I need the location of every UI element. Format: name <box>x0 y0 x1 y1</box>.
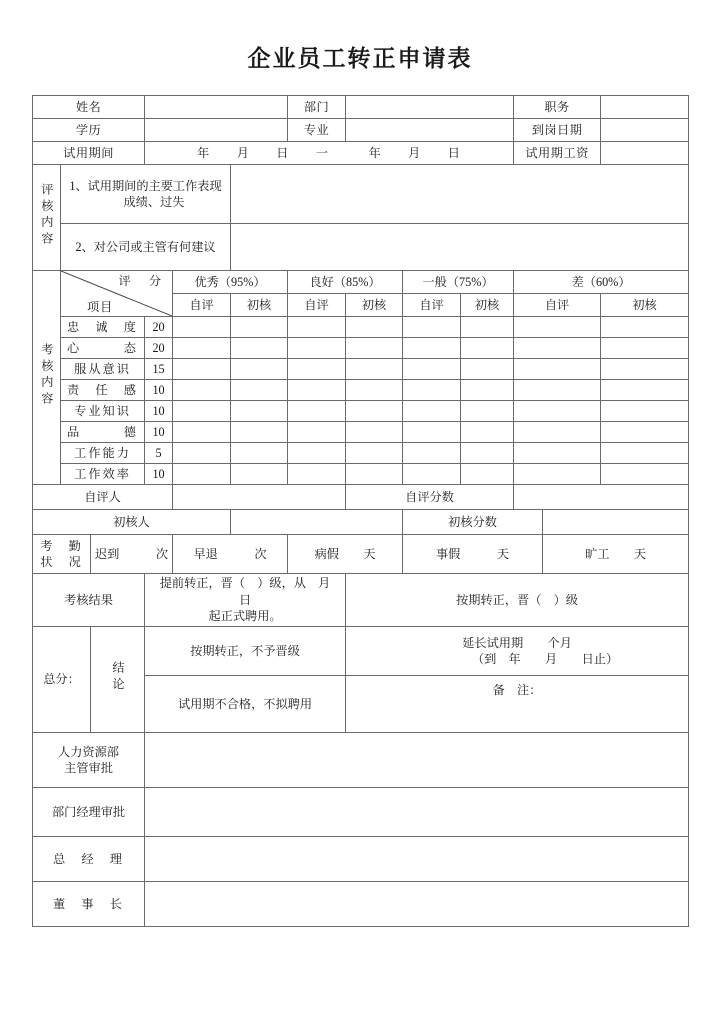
assessment-item-points: 10 <box>145 401 173 422</box>
cell-poor-review[interactable] <box>601 359 689 380</box>
assessment-item-points: 5 <box>145 443 173 464</box>
assessment-item-points: 20 <box>145 317 173 338</box>
table-row-attendance <box>33 535 689 574</box>
diagonal-header-cell <box>61 271 173 317</box>
cell-good-review[interactable] <box>346 422 403 443</box>
table-row-assessment-item <box>33 464 689 485</box>
cell-average-review[interactable] <box>461 401 514 422</box>
subheader-average-review: 初核 <box>461 294 514 317</box>
cell-poor-self[interactable] <box>514 464 601 485</box>
subheader-excellent-review: 初核 <box>231 294 288 317</box>
option-early-line2: 起正式聘用。 <box>208 609 282 624</box>
field-onboard-date[interactable] <box>601 119 689 142</box>
field-dept-manager-approval[interactable] <box>145 788 689 837</box>
field-self-reviewer[interactable] <box>173 485 346 510</box>
review-content-vertical-label: 评核内容 <box>33 165 61 271</box>
cell-good-self[interactable] <box>288 317 346 338</box>
cell-average-self[interactable] <box>403 443 461 464</box>
label-self-score: 自评分数 <box>346 485 514 510</box>
cell-excellent-self[interactable] <box>173 380 231 401</box>
cell-excellent-review[interactable] <box>231 338 288 359</box>
option-early-regularization[interactable] <box>145 574 346 627</box>
option-fail-probation[interactable]: 试用期不合格，不拟聘用 <box>145 676 346 733</box>
table-row-approval-gm <box>33 837 689 882</box>
cell-excellent-review[interactable] <box>231 380 288 401</box>
field-major[interactable] <box>346 119 514 142</box>
assessment-item-name: 工作能力 <box>61 443 145 464</box>
assessment-item-points: 10 <box>145 422 173 443</box>
cell-good-review[interactable] <box>346 464 403 485</box>
cell-average-self[interactable] <box>403 359 461 380</box>
cell-excellent-self[interactable] <box>173 317 231 338</box>
cell-poor-review[interactable] <box>601 338 689 359</box>
cell-poor-review[interactable] <box>601 422 689 443</box>
assessment-item-name: 服从意识 <box>61 359 145 380</box>
cell-poor-self[interactable] <box>514 317 601 338</box>
option-ontime-promote[interactable]: 按期转正，晋（ ）级 <box>346 574 689 627</box>
field-first-score[interactable] <box>543 510 689 535</box>
option-ontime-no-promote[interactable]: 按期转正，不予晋级 <box>145 627 346 676</box>
review-item2-value[interactable] <box>231 224 689 271</box>
cell-average-review[interactable] <box>461 317 514 338</box>
assessment-item-points: 10 <box>145 380 173 401</box>
label-hr-approval <box>33 733 145 788</box>
attendance-absence[interactable]: 旷工 天 <box>543 535 689 574</box>
cell-excellent-self[interactable] <box>173 422 231 443</box>
cell-average-review[interactable] <box>461 380 514 401</box>
label-self-reviewer: 自评人 <box>33 485 173 510</box>
cell-excellent-self[interactable] <box>173 464 231 485</box>
table-row-assessment-item <box>33 422 689 443</box>
attendance-early-leave[interactable]: 早退 次 <box>173 535 288 574</box>
field-education[interactable] <box>145 119 288 142</box>
label-first-reviewer: 初核人 <box>33 510 231 535</box>
subheader-average-self: 自评 <box>403 294 461 317</box>
cell-good-review[interactable] <box>346 338 403 359</box>
cell-average-self[interactable] <box>403 464 461 485</box>
table-row-assessment-item <box>33 317 689 338</box>
table-row-assessment-item <box>33 359 689 380</box>
table-row-assessment-item <box>33 380 689 401</box>
label-chairman: 董 事 长 <box>33 882 145 927</box>
cell-average-self[interactable] <box>403 401 461 422</box>
table-row-approval-chairman <box>33 882 689 927</box>
cell-poor-review[interactable] <box>601 317 689 338</box>
attendance-personal-leave[interactable]: 事假 天 <box>403 535 543 574</box>
assessment-vertical-label: 考核内容 <box>33 271 61 485</box>
label-assessment-result: 考核结果 <box>33 574 145 627</box>
grade-header-excellent: 优秀（95%） <box>173 271 288 294</box>
cell-poor-review[interactable] <box>601 443 689 464</box>
table-row-approval-hr <box>33 733 689 788</box>
assessment-item-name: 责 任 感 <box>61 380 145 401</box>
attendance-label <box>33 535 91 574</box>
cell-poor-self[interactable] <box>514 443 601 464</box>
cell-good-self[interactable] <box>288 338 346 359</box>
label-probation-salary: 试用期工资 <box>514 142 601 165</box>
field-probation-salary[interactable] <box>601 142 689 165</box>
table-row-approval-dept <box>33 788 689 837</box>
assessment-item-name: 品 德 <box>61 422 145 443</box>
diagonal-label-score: 评 分 <box>118 274 165 288</box>
diagonal-label-item: 项目 <box>87 299 114 314</box>
label-dept-manager-approval: 部门经理审批 <box>33 788 145 837</box>
field-position[interactable] <box>601 96 689 119</box>
option-early-line1: 提前转正，晋（ ）级，从 月 日 <box>159 576 343 607</box>
cell-average-review[interactable] <box>461 464 514 485</box>
cell-good-review[interactable] <box>346 443 403 464</box>
remark-field[interactable]: 备 注： <box>346 676 689 733</box>
subheader-excellent-self: 自评 <box>173 294 231 317</box>
label-probation-period: 试用期间 <box>33 142 145 165</box>
cell-average-self[interactable] <box>403 317 461 338</box>
cell-excellent-review[interactable] <box>231 317 288 338</box>
field-department[interactable] <box>346 96 514 119</box>
table-row-name <box>33 96 689 119</box>
cell-good-review[interactable] <box>346 380 403 401</box>
attendance-label-line1: 考 勤 <box>40 538 83 553</box>
cell-good-self[interactable] <box>288 464 346 485</box>
assessment-item-name: 心 态 <box>61 338 145 359</box>
option-extend-line1: 延长试用期 个月 <box>462 635 572 650</box>
cell-poor-self[interactable] <box>514 401 601 422</box>
cell-average-review[interactable] <box>461 443 514 464</box>
table-row-probation-period <box>33 142 689 165</box>
cell-excellent-review[interactable] <box>231 443 288 464</box>
hr-approval-line2: 主管审批 <box>64 761 113 775</box>
employee-regularization-form <box>32 95 689 927</box>
field-hr-approval[interactable] <box>145 733 689 788</box>
field-first-reviewer[interactable] <box>231 510 403 535</box>
cell-good-self[interactable] <box>288 401 346 422</box>
table-row-first-reviewer <box>33 510 689 535</box>
label-first-score: 初核分数 <box>403 510 543 535</box>
table-row-result-early <box>33 574 689 627</box>
cell-poor-self[interactable] <box>514 422 601 443</box>
cell-excellent-self[interactable] <box>173 443 231 464</box>
cell-poor-self[interactable] <box>514 359 601 380</box>
label-onboard-date: 到岗日期 <box>514 119 601 142</box>
cell-poor-review[interactable] <box>601 464 689 485</box>
field-probation-period[interactable]: 年 月 日 一 年 月 日 <box>145 142 514 165</box>
table-row-assessment-item <box>33 338 689 359</box>
option-extend-line2: （到 年 月 日止） <box>471 652 619 666</box>
table-row-grade-header <box>33 271 689 294</box>
subheader-good-review: 初核 <box>346 294 403 317</box>
cell-good-self[interactable] <box>288 359 346 380</box>
cell-average-self[interactable] <box>403 338 461 359</box>
cell-average-self[interactable] <box>403 422 461 443</box>
table-row-self-reviewer <box>33 485 689 510</box>
review-item1-line2: 成绩、过失 <box>123 195 185 209</box>
assessment-item-name: 工作效率 <box>61 464 145 485</box>
subheader-poor-self: 自评 <box>514 294 601 317</box>
cell-average-review[interactable] <box>461 422 514 443</box>
review-item1-text <box>61 165 231 224</box>
label-name: 姓名 <box>33 96 145 119</box>
grade-header-poor: 差（60%） <box>514 271 689 294</box>
cell-excellent-review[interactable] <box>231 464 288 485</box>
table-row-education <box>33 119 689 142</box>
cell-average-self[interactable] <box>403 380 461 401</box>
cell-excellent-self[interactable] <box>173 401 231 422</box>
cell-poor-review[interactable] <box>601 401 689 422</box>
cell-poor-self[interactable] <box>514 338 601 359</box>
grade-header-good: 良好（85%） <box>288 271 403 294</box>
grade-header-average: 一般（75%） <box>403 271 514 294</box>
subheader-good-self: 自评 <box>288 294 346 317</box>
field-chairman[interactable] <box>145 882 689 927</box>
cell-good-self[interactable] <box>288 422 346 443</box>
attendance-sick-leave[interactable]: 病假 天 <box>288 535 403 574</box>
cell-good-review[interactable] <box>346 359 403 380</box>
subheader-poor-review: 初核 <box>601 294 689 317</box>
cell-good-review[interactable] <box>346 317 403 338</box>
cell-average-review[interactable] <box>461 338 514 359</box>
label-total-score: 总分： <box>33 627 91 733</box>
label-department: 部门 <box>288 96 346 119</box>
review-item1-value[interactable] <box>231 165 689 224</box>
option-extend-probation[interactable] <box>346 627 689 676</box>
cell-good-self[interactable] <box>288 443 346 464</box>
attendance-label-line2: 状 况 <box>40 555 83 569</box>
assessment-item-name: 忠 诚 度 <box>61 317 145 338</box>
cell-excellent-self[interactable] <box>173 338 231 359</box>
conclusion-vertical-label: 结论 <box>91 627 145 733</box>
review-item2-text: 2、对公司或主管有何建议 <box>61 224 231 271</box>
field-self-score[interactable] <box>514 485 689 510</box>
assessment-item-points: 10 <box>145 464 173 485</box>
page-title: 企业员工转正申请表 <box>247 46 473 71</box>
label-education: 学历 <box>33 119 145 142</box>
cell-excellent-review[interactable] <box>231 401 288 422</box>
cell-average-review[interactable] <box>461 359 514 380</box>
label-general-manager: 总 经 理 <box>33 837 145 882</box>
assessment-item-name: 专业知识 <box>61 401 145 422</box>
field-name[interactable] <box>145 96 288 119</box>
cell-good-self[interactable] <box>288 380 346 401</box>
label-major: 专业 <box>288 119 346 142</box>
assessment-item-points: 20 <box>145 338 173 359</box>
cell-poor-self[interactable] <box>514 380 601 401</box>
table-row-review-item1 <box>33 165 689 224</box>
field-general-manager[interactable] <box>145 837 689 882</box>
attendance-late[interactable]: 迟到 次 <box>91 535 173 574</box>
table-row-review-item2 <box>33 224 689 271</box>
cell-excellent-review[interactable] <box>231 422 288 443</box>
review-item1-line1: 1、试用期间的主要工作表现 <box>69 178 222 193</box>
table-row-conclusion-1 <box>33 627 689 676</box>
label-position: 职务 <box>514 96 601 119</box>
cell-poor-review[interactable] <box>601 380 689 401</box>
cell-good-review[interactable] <box>346 401 403 422</box>
table-row-assessment-item <box>33 443 689 464</box>
cell-excellent-self[interactable] <box>173 359 231 380</box>
cell-excellent-review[interactable] <box>231 359 288 380</box>
hr-approval-line1: 人力资源部 <box>58 744 119 759</box>
assessment-item-points: 15 <box>145 359 173 380</box>
table-row-assessment-item <box>33 401 689 422</box>
